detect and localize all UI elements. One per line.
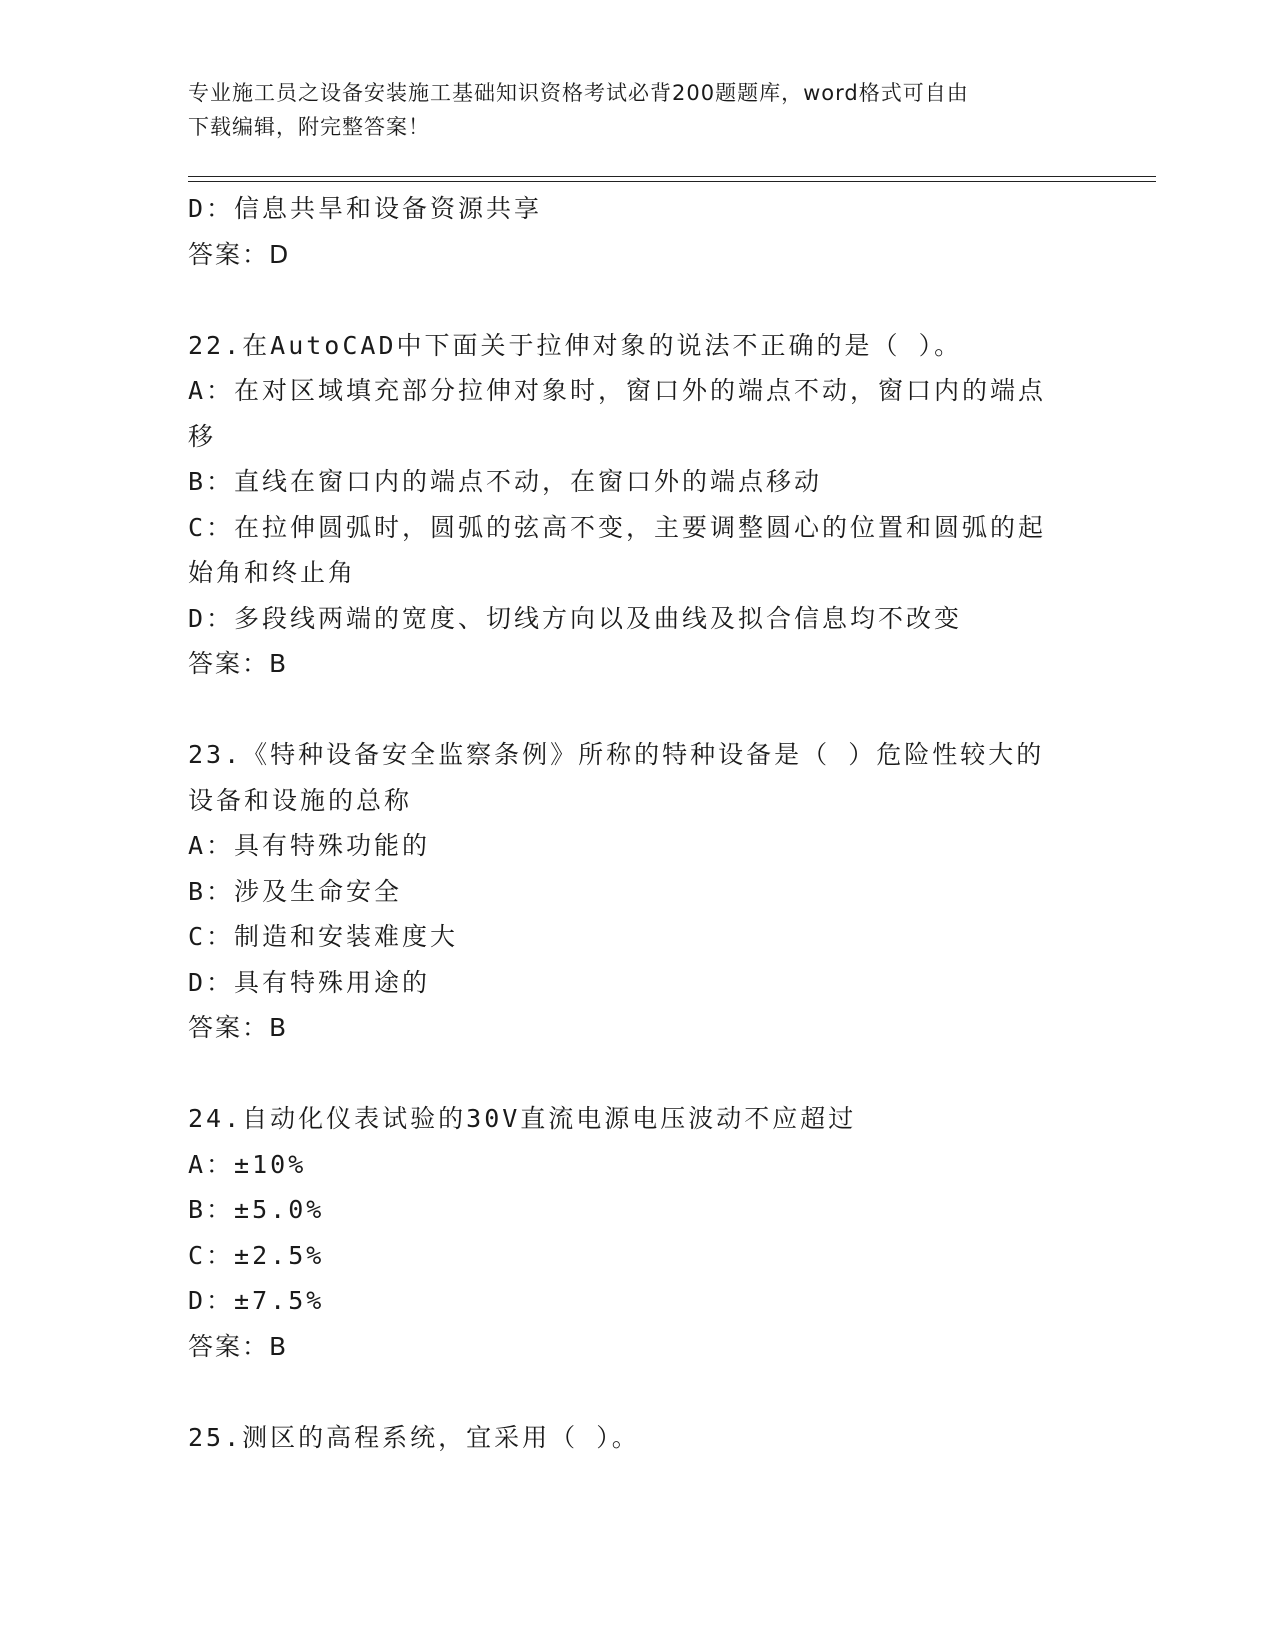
q24-option-d: D：±7.5% [188,1286,325,1315]
header-line-1: 专业施工员之设备安装施工基础知识资格考试必背200题题库，word格式可自由 [188,81,969,105]
document-header [188,76,1068,144]
question-21 [188,186,1088,277]
q22-option-c-line-1: C：在拉伸圆弧时，圆弧的弦高不变，主要调整圆心的位置和圆弧的起 [188,512,1047,542]
spacer [188,1369,1088,1415]
q25-stem: 25.测区的高程系统，宜采用（ ）。 [188,1422,640,1452]
q22-option-c-line-2: 始角和终止角 [188,558,357,587]
q23-option-a: A：具有特殊功能的 [188,831,431,860]
q21-option-d: D：信息共旱和设备资源共享 [188,194,543,223]
q21-answer: 答案：D [188,239,291,269]
q23-option-d: D：具有特殊用途的 [188,967,431,997]
q22-option-a-line-1: A：在对区域填充部分拉伸对象时，窗口外的端点不动，窗口内的端点 [188,376,1047,405]
q23-stem-line-1: 23.《特种设备安全监察条例》所称的特种设备是（ ）危险性较大的 [188,740,1045,769]
q22-answer: 答案：B [188,649,289,678]
q24-option-b: B：±5.0% [188,1195,325,1224]
question-24 [188,1096,1088,1369]
header-divider-bottom [188,181,1156,182]
question-22 [188,323,1088,687]
header-divider-top [188,176,1156,177]
q24-stem: 24.自动化仪表试验的30V直流电源电压波动不应超过 [188,1104,857,1133]
q22-option-b: B：直线在窗口内的端点不动，在窗口外的端点移动 [188,467,823,496]
question-25 [188,1415,1088,1461]
header-line-2: 下载编辑，附完整答案！ [188,115,430,139]
spacer [188,687,1088,733]
q23-option-c: C：制造和安装难度大 [188,922,459,951]
spacer [188,277,1088,323]
q24-option-a: A：±10% [188,1149,307,1179]
q22-stem: 22.在AutoCAD中下面关于拉伸对象的说法不正确的是（ ）。 [188,330,963,360]
q22-option-a-line-2: 移 [188,421,217,451]
q22-option-d: D：多段线两端的宽度、切线方向以及曲线及拟合信息均不改变 [188,603,963,633]
q24-answer: 答案：B [188,1331,289,1361]
question-list [188,186,1088,1460]
q24-option-c: C：±2.5% [188,1240,325,1270]
spacer [188,1051,1088,1097]
question-23 [188,732,1088,1051]
q23-answer: 答案：B [188,1013,289,1042]
q23-option-b: B：涉及生命安全 [188,876,403,906]
q23-stem-line-2: 设备和设施的总称 [188,785,413,815]
